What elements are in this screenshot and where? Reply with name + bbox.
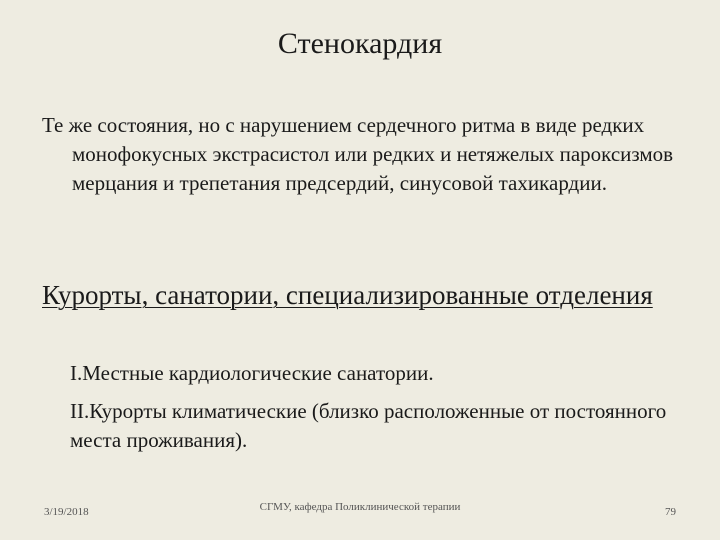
page-number: 79	[665, 506, 676, 518]
slide-title: Стенокардия	[277, 27, 443, 60]
sub-item-2: II.Курорты климатические (близко расположенные от постоянного места проживания).	[70, 399, 667, 452]
footer-date: 3/19/2018	[44, 506, 89, 518]
sub-item-1: I.Местные кардиологические санатории.	[70, 361, 434, 385]
section-heading: Курорты, санатории, специализированные отделения	[42, 280, 653, 310]
body-paragraph: Те же состояния, но с нарушением сердечного ритма в виде редких монофокусных экстрасистол или редких и нетяжелых пароксизмов мерцания и трепетания предсердий, синусовой тахикардии.	[42, 113, 674, 195]
footer-org: СГМУ, кафедра Поликлинической терапии	[259, 501, 461, 513]
